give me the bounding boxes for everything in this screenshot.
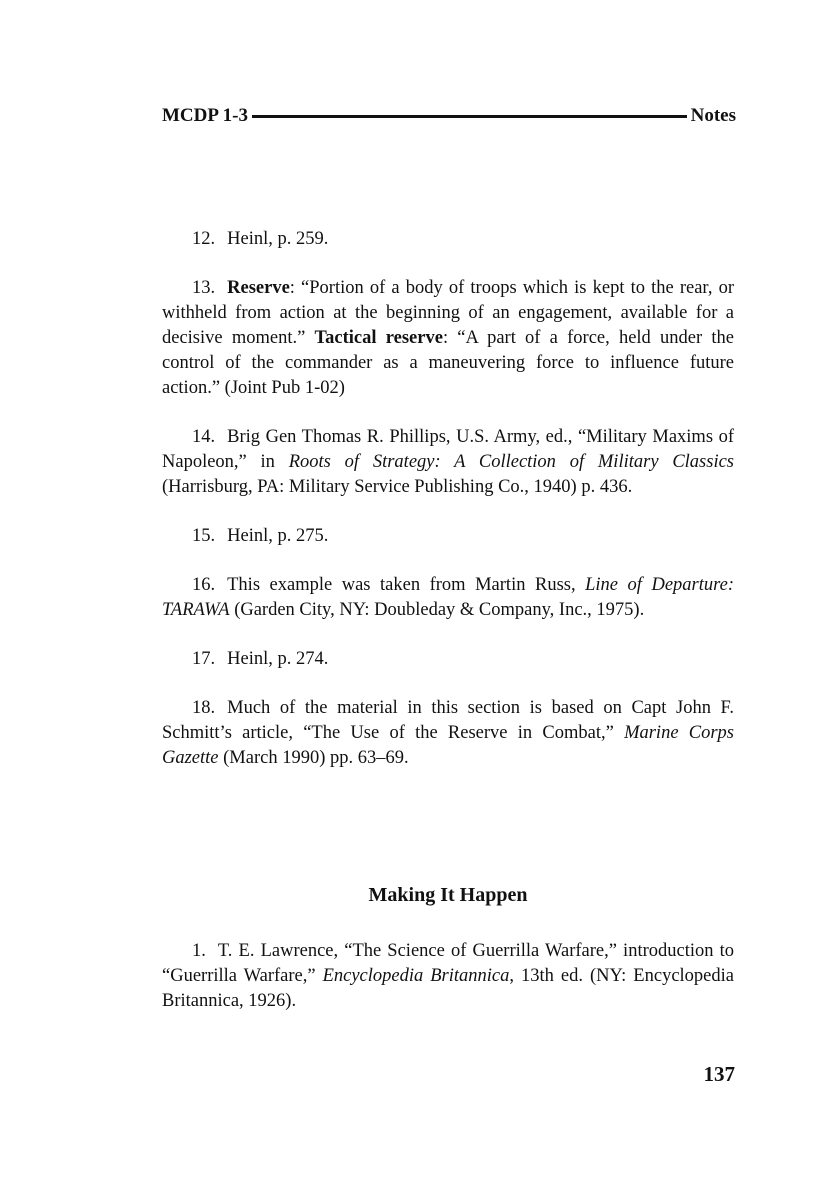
note-number: 15.: [192, 526, 216, 546]
note-text: Heinl, p. 275.: [227, 526, 329, 546]
section-note-1: [162, 939, 734, 1014]
journal-title: Marine Corps Gazette: [162, 723, 735, 768]
note-text: (Harrisburg, PA: Military Service Publishing Co., 1940) p. 436.: [162, 477, 633, 497]
note-number: 17.: [192, 649, 216, 669]
book-title: Roots of Strategy: A Collection of Military Classics: [288, 452, 734, 472]
note-text: Heinl, p. 274.: [227, 649, 329, 669]
encyclopedia-title: Encyclopedia Britannica: [322, 966, 510, 986]
note-number: 14.: [192, 427, 216, 447]
note-number: 13.: [192, 278, 216, 298]
note-text: , 13th ed. (NY: Encyclopedia Britannica, 1926).: [162, 966, 734, 1011]
running-header: [162, 103, 736, 129]
note-16: [162, 573, 734, 623]
note-text: : “Portion of a body of troops which is kept to the rear, or withheld from action at the beginning of an engagement, available for a decisive moment.”: [162, 278, 734, 348]
note-13: [162, 276, 734, 401]
section-notes-list: [162, 939, 734, 1038]
note-15: [162, 524, 734, 549]
note-17: [162, 647, 734, 672]
term-reserve: Reserve: [227, 278, 290, 298]
note-12: [162, 227, 734, 252]
notes-list: [162, 227, 734, 795]
book-title: Line of Departure: TARAWA: [162, 575, 735, 620]
note-18: [162, 696, 734, 771]
term-tactical-reserve: Tactical reserve: [314, 328, 443, 348]
page-number: 137: [703, 1062, 735, 1086]
note-text: (March 1990) pp. 63–69.: [218, 748, 409, 768]
header-rule: [252, 115, 687, 118]
note-text: T. E. Lawrence, “The Science of Guerrilla Warfare,” introduction to “Guerrilla Warfare,”: [162, 941, 734, 986]
section-title: Making It Happen: [368, 884, 528, 906]
note-number: 12.: [192, 229, 216, 249]
header-section: Notes: [690, 105, 736, 126]
note-text: This example was taken from Martin Russ,: [227, 575, 586, 595]
note-text: Brig Gen Thomas R. Phillips, U.S. Army, ed., “Military Maxims of Napoleon,” in: [162, 427, 734, 472]
note-text: Much of the material in this section is based on Capt John F. Schmitt’s article, “The Use of the Reserve in Combat,”: [162, 698, 734, 743]
note-number: 16.: [192, 575, 216, 595]
note-text: : “A part of a force, held under the control of the commander as a maneuvering force to influence future action.” (Joint Pub 1-02): [162, 328, 734, 398]
note-14: [162, 425, 734, 500]
note-number: 1.: [192, 941, 206, 961]
note-text: (Garden City, NY: Doubleday & Company, Inc., 1975).: [229, 600, 645, 620]
header-doc-id: MCDP 1-3: [162, 105, 249, 126]
note-text: Heinl, p. 259.: [227, 229, 329, 249]
note-number: 18.: [192, 698, 216, 718]
